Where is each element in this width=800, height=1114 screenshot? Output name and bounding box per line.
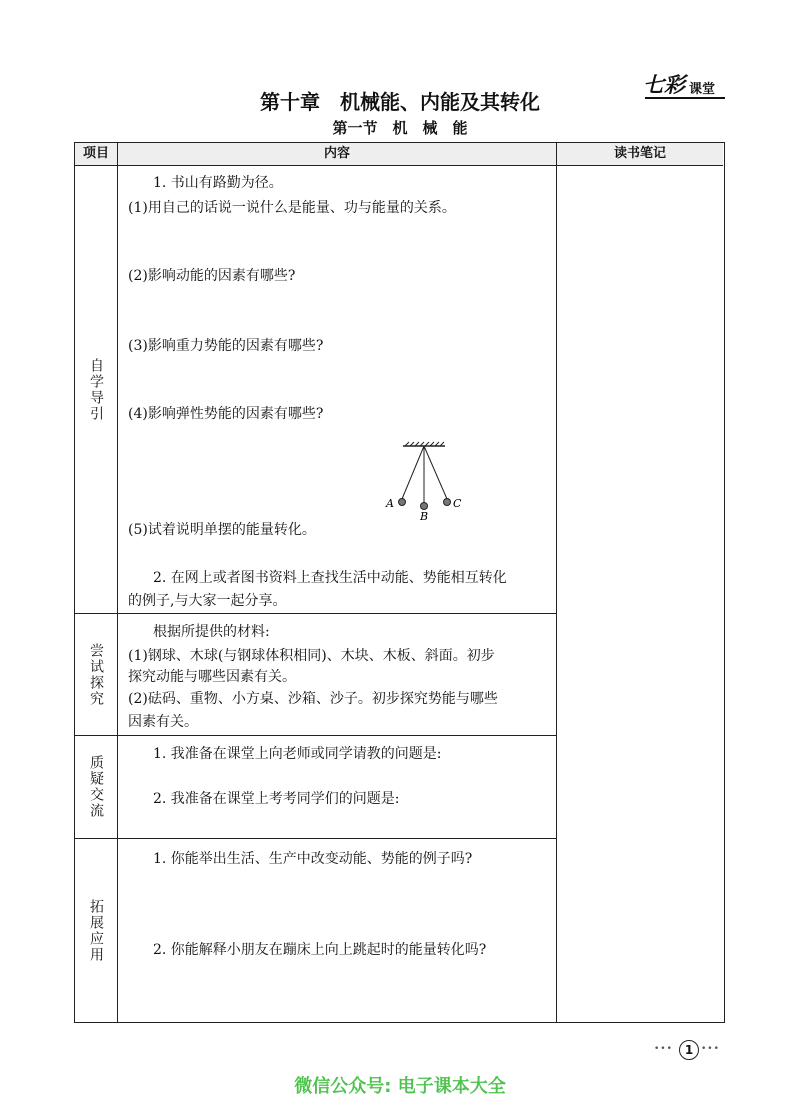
s1-line-6: (5)试着说明单摆的能量转化。 <box>128 522 316 538</box>
string-a <box>402 446 424 499</box>
header-item: 项目 <box>75 143 117 165</box>
row-divider-3 <box>75 838 556 839</box>
header-notes: 读书笔记 <box>557 143 723 165</box>
bob-b <box>421 503 428 510</box>
section-label-explore: 尝试探究 <box>88 642 104 707</box>
s1-line-4: (3)影响重力势能的因素有哪些? <box>128 338 324 354</box>
s2-line-2: (1)钢球、木球(与钢球体积相同)、木块、木板、斜面。初步 <box>128 648 495 664</box>
s1-line-3: (2)影响动能的因素有哪些? <box>128 268 296 284</box>
pendulum-diagram <box>380 440 470 520</box>
label-c: C <box>453 497 462 510</box>
s1-line-7: 2. 在网上或者图书资料上查找生活中动能、势能相互转化 <box>153 570 507 586</box>
s4-line-2: 2. 你能解释小朋友在蹦床上向上跳起时的能量转化吗? <box>153 942 487 958</box>
brand-sub: 课堂 <box>689 82 716 97</box>
s1-line-5: (4)影响弹性势能的因素有哪些? <box>128 406 324 422</box>
watermark: 微信公众号: 电子课本大全 <box>294 1076 506 1097</box>
page-number-badge <box>654 1040 724 1060</box>
section-title: 第一节 机 械 能 <box>332 119 468 137</box>
header-content: 内容 <box>118 143 556 165</box>
s2-line-3: 探究动能与哪些因素有关。 <box>128 669 296 685</box>
bob-c <box>444 499 451 506</box>
section-label-question: 质疑交流 <box>88 755 104 819</box>
s1-line-2: (1)用自己的话说一说什么是能量、功与能量的关系。 <box>128 200 456 216</box>
dots-right: ••• <box>701 1044 720 1054</box>
section-label-self-study: 自学导引 <box>88 357 104 422</box>
bob-a <box>399 499 406 506</box>
s2-line-1: 根据所提供的材料: <box>153 624 270 640</box>
section-label-apply: 拓展应用 <box>88 898 104 963</box>
brand-main: 七彩 <box>643 72 685 97</box>
col-divider-2 <box>556 143 557 1022</box>
chapter-title: 第十章 机械能、内能及其转化 <box>260 90 540 114</box>
row-divider-1 <box>75 613 556 614</box>
label-b: B <box>420 510 429 520</box>
s3-line-1: 1. 我准备在课堂上向老师或同学请教的问题是: <box>153 746 442 762</box>
s1-line-1: 1. 书山有路勤为径。 <box>153 175 283 191</box>
page-number: 1 <box>679 1040 699 1060</box>
s4-line-1: 1. 你能举出生活、生产中改变动能、势能的例子吗? <box>153 851 473 867</box>
header-divider <box>75 165 723 166</box>
s3-line-2: 2. 我准备在课堂上考考同学们的问题是: <box>153 791 400 807</box>
col-divider-1 <box>117 143 118 1022</box>
string-c <box>424 446 447 499</box>
s2-line-4: (2)砝码、重物、小方桌、沙箱、沙子。初步探究势能与哪些 <box>128 691 498 707</box>
dots-left: ••• <box>654 1044 673 1054</box>
s2-line-5: 因素有关。 <box>128 714 198 730</box>
s1-line-8: 的例子,与大家一起分享。 <box>128 593 287 609</box>
label-a: A <box>386 497 394 510</box>
pendulum-svg <box>380 440 470 520</box>
row-divider-2 <box>75 735 556 736</box>
